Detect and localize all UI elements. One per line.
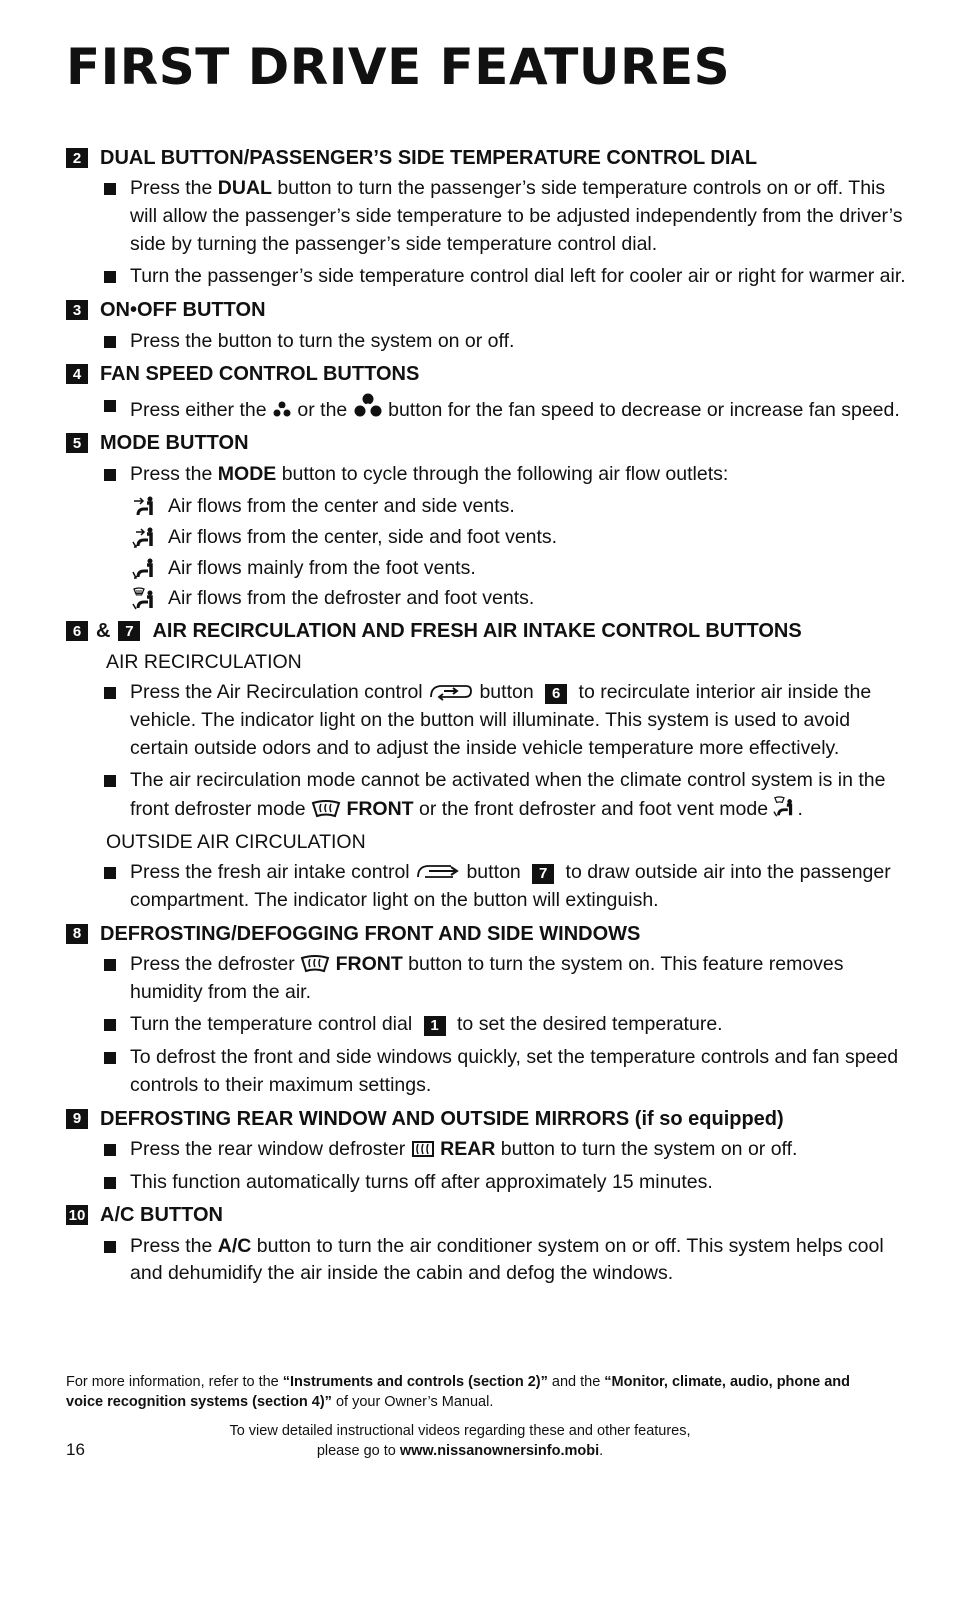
- heading-text: DEFROSTING/DEFOGGING FRONT AND SIDE WINDOWS: [100, 922, 641, 945]
- vent-bilevel-icon: [132, 526, 158, 550]
- front-defroster-icon: [300, 954, 330, 974]
- heading-text: DEFROSTING REAR WINDOW AND OUTSIDE MIRRORS (if so equipped): [100, 1107, 784, 1130]
- heading-text: DUAL BUTTON/PASSENGER’S SIDE TEMPERATURE CONTROL DIAL: [100, 147, 758, 169]
- page-number: 16: [66, 1440, 85, 1459]
- bullet-square-icon: [104, 1177, 116, 1189]
- vent-defrost-foot-icon: [773, 795, 797, 819]
- section-4-heading: [66, 360, 906, 388]
- vent-face-icon: [132, 495, 158, 519]
- mode-item: Air flows from the defroster and foot vents.: [132, 585, 906, 613]
- section-number: 7: [118, 621, 140, 641]
- section-2-heading: [66, 144, 906, 172]
- section-number: 10: [66, 1205, 88, 1225]
- section-number: 3: [66, 300, 88, 320]
- list-item: Press the defroster FRONT button to turn the system on. This feature removes humidity from the air.: [104, 951, 906, 1006]
- section-number: 9: [66, 1109, 88, 1129]
- button-reference-6: 6: [545, 684, 567, 704]
- list-item: This function automatically turns off after approximately 15 minutes.: [104, 1169, 906, 1197]
- section-10-heading: [66, 1201, 906, 1229]
- section-number: 8: [66, 924, 88, 944]
- bullet-square-icon: [104, 400, 116, 412]
- content: [66, 140, 906, 1293]
- list-item: Press either the or the button for the fan speed to decrease or increase fan speed.: [104, 392, 906, 425]
- front-defroster-icon: [311, 799, 341, 819]
- section-9-heading: [66, 1105, 906, 1133]
- bullet-square-icon: [104, 687, 116, 699]
- button-reference-7: 7: [532, 864, 554, 884]
- section-8-heading: [66, 920, 906, 948]
- list-item: Press the A/C button to turn the air conditioner system on or off. This system helps cool and dehumidify the air inside the cabin and defog the windows.: [104, 1233, 906, 1288]
- heading-text: A/C BUTTON: [100, 1204, 223, 1227]
- list-item: Press the fresh air intake control button 7 to draw outside air into the passenger compartment. The indicator light on the button will extinguish.: [104, 859, 906, 914]
- list-item: Press the MODE button to cycle through the following air flow outlets:: [104, 461, 906, 489]
- list-item: Press the rear window defroster REAR button to turn the system on or off.: [104, 1136, 906, 1164]
- fresh-air-icon: [415, 862, 461, 882]
- bullet-square-icon: [104, 336, 116, 348]
- owners-info-link[interactable]: www.nissanownersinfo.mobi: [399, 1442, 600, 1459]
- list-item: Turn the temperature control dial 1 to set the desired temperature.: [104, 1011, 906, 1039]
- bullet-square-icon: [104, 469, 116, 481]
- heading-text: MODE BUTTON: [100, 432, 249, 455]
- bullet-square-icon: [104, 775, 116, 787]
- bullet-square-icon: [104, 1052, 116, 1064]
- list-item: Turn the passenger’s side temperature control dial left for cooler air or right for warmer air.: [104, 263, 906, 291]
- bullet-square-icon: [104, 271, 116, 283]
- section-number: 5: [66, 433, 88, 453]
- list-item: The air recirculation mode cannot be activated when the climate control system is in the front defroster mode FRONT or the front defroster and foot vent mode .: [104, 767, 906, 823]
- footer-text: To view detailed instructional videos regarding these and other features, please go to www.nissanownersinfo.mobi.: [229, 1423, 691, 1459]
- section-number: 2: [66, 148, 88, 168]
- bullet-square-icon: [104, 1019, 116, 1031]
- vent-defrost-foot-icon: [132, 586, 158, 612]
- page-title: FIRST DRIVE FEATURES: [66, 38, 731, 96]
- list-item: Press the button to turn the system on or off.: [104, 328, 906, 356]
- heading-text: AIR RECIRCULATION AND FRESH AIR INTAKE CONTROL BUTTONS: [152, 620, 802, 643]
- section-number: 6: [66, 621, 88, 641]
- subheading: OUTSIDE AIR CIRCULATION: [106, 830, 366, 853]
- rear-defroster-icon: [411, 1139, 435, 1159]
- recirculation-icon: [428, 682, 474, 702]
- bullet-square-icon: [104, 183, 116, 195]
- section-3-heading: [66, 296, 906, 324]
- section-6-7-heading: 6 & 7 AIR RECIRCULATION AND FRESH AIR INTAKE CONTROL BUTTONS: [66, 617, 906, 645]
- list-item: Press the DUAL button to turn the passenger’s side temperature controls on or off. This will allow the passenger’s side temperature to be adjusted independently from the driver’s side by turning the passenger’s side temperature control dial.: [104, 175, 906, 258]
- subheading: AIR RECIRCULATION: [106, 650, 302, 673]
- bullet-square-icon: [104, 1144, 116, 1156]
- bullet-square-icon: [104, 959, 116, 971]
- heading-text: ON•OFF BUTTON: [100, 299, 266, 322]
- vent-foot-icon: [132, 557, 158, 581]
- heading-text: FAN SPEED CONTROL BUTTONS: [100, 363, 420, 386]
- section-5-heading: [66, 429, 906, 457]
- list-item: Press the Air Recirculation control button 6 to recirculate interior air inside the vehicle. The indicator light on the button will illuminate. This system is used to avoid certain outside odors and to adjust the inside vehicle temperature more effectively.: [104, 679, 906, 762]
- reference-note: For more information, refer to the “Instruments and controls (section 2)” and the “Monitor, climate, audio, phone and voice recognition systems (section 4)” of your Owner’s Manual.: [66, 1374, 851, 1411]
- bullet-square-icon: [104, 1241, 116, 1253]
- list-item: To defrost the front and side windows quickly, set the temperature controls and fan speed controls to their maximum settings.: [104, 1044, 906, 1099]
- mode-item: Air flows from the center and side vents.: [132, 493, 906, 521]
- fan-low-icon: [272, 400, 292, 420]
- mode-item: Air flows from the center, side and foot vents.: [132, 524, 906, 552]
- mode-item: Air flows mainly from the foot vents.: [132, 555, 906, 583]
- fan-high-icon: [353, 392, 383, 420]
- dial-reference-1: 1: [424, 1016, 446, 1036]
- section-number: 4: [66, 364, 88, 384]
- bullet-square-icon: [104, 867, 116, 879]
